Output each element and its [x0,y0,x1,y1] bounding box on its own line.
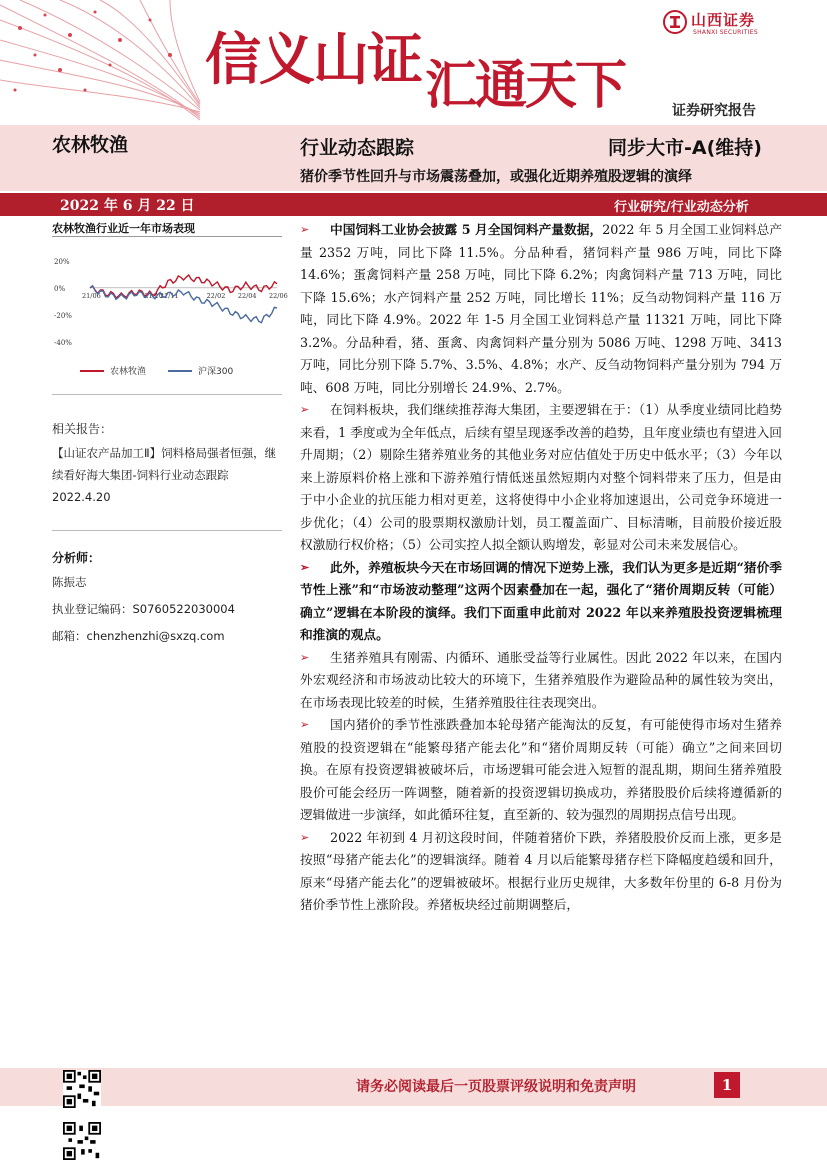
disclaimer-note: 请务必阅读最后一页股票评级说明和免责声明 [356,1079,636,1095]
chart-legend [80,364,280,378]
bullet-icon: ➢ [300,830,310,844]
analyst-label: 分析师： [52,551,101,565]
y-tick-label: 0% [54,284,66,293]
paragraph-text: 此外，养殖板块今天在市场回调的情况下逆势上涨，我们认为更多是近期“猪价季节性上涨”和“市场波动整理”这两个因素叠加在一起，强化了“猪价周期反转（可能）确立”逻辑在本阶段的演绎。我们下面重申此前对 2022 年以来养殖股投资逻辑梳理和推演的观点。 [300,559,782,642]
page-number: 1 [714,1072,740,1098]
x-tick-label: 21/11 [159,291,179,300]
qr-code-icon [63,1070,101,1108]
paragraph [300,219,782,399]
divider [52,530,282,531]
x-tick-label: 21/06 [82,291,101,300]
paragraph-text: 生猪养殖具有刚需、内循环、通胀受益等行业属性。因此 2022 年以来，在国内外宏观经济和市场波动比较大的环境下，生猪养殖股作为避险品种的属性较为突出，在市场表现比较差的时候，生猪养殖股往往表现突出。 [300,649,782,710]
bullet-icon: ➢ [300,650,310,664]
bullet-icon: ➢ [300,223,310,236]
x-tick-label: 22/04 [237,291,257,300]
analyst-name: 陈振志 [52,575,87,589]
decorative-fan-graphic [0,0,230,125]
sector-name: 农林牧渔 [52,134,129,156]
logo-name-en: SHANXI SECURITIES [693,29,758,36]
performance-chart-svg [52,246,288,356]
related-reports-label: 相关报告： [52,422,113,436]
qr-code-icon [63,1122,101,1160]
industry-rating: 同步大市-A(维持) [608,137,762,159]
header-banner [0,0,827,125]
logo-name-cn: 山西证券 [691,11,756,29]
legend-swatch-sector [80,370,104,372]
report-date: 2022 年 6 月 22 日 [60,198,195,214]
report-headline: 猪价季节性回升与市场震荡叠加，或强化近期养殖股逻辑的演绎 [300,169,692,185]
y-tick-label: -40% [54,339,72,347]
paragraph [300,647,782,715]
paragraph-text: 在饲料板块，我们继续推荐海大集团，主要逻辑在于：（1）从季度业绩同比趋势来看，1 季度或为全年低点，后续有望呈现逐季改善的趋势，且年度业绩也有望进入回升周期；（2）剔除生猪养殖业务的其他业务对应估值处于历史中低水平；（3）今年以来上游原料价格上涨和下游养殖行情低迷虽然短期内对整个饲料带来了压力，但是由于中小企业的抗压能力相对更差，这将使得中小企业将加速退出，公司竞争环境进一步优化；（4）公司的股票期权激励计划，员工覆盖面广、目标清晰，目前股价接近股权激励行权价格；（5）公司实控人拟全额认购增发，彰显对公司未来发展信心。 [300,402,782,552]
report-body [300,219,782,917]
y-tick-label: 20% [54,257,70,266]
paragraph-lead: 中国饲料工业协会披露 5 月全国饲料产量数据， [330,222,603,237]
x-tick-label: 21/10 [144,291,164,300]
legend-label-index: 沪深300 [198,367,234,377]
bullet-icon: ➢ [300,718,310,731]
company-logo [663,8,783,38]
divider [52,236,282,237]
paragraph [300,399,782,557]
report-category: 行业动态跟踪 [300,137,415,159]
paragraph-text: 国内猪价的季节性涨跌叠加本轮母猪产能淘汰的反复，有可能使得市场对生猪养殖股的投资逻辑在“能繁母猪产能去化”和“猪价周期反转（可能）确立”之间来回切换。在原有投资逻辑被破坏后，市场逻辑可能会进入短暂的混乱期，期间生猪养殖股股价可能会经历一阵调整，随着新的投资逻辑切换成功，养猪股股价后续将遵循新的逻辑做进一步演绎，如此循环往复，直至新的、较为强烈的周期拐点信号出现。 [300,717,782,822]
paragraph-text: 2022 年 5 月全国工业饲料总产量 2352 万吨，同比下降 11.5%。分品种看，猪饲料产量 986 万吨，同比下降 14.6%；蛋禽饲料产量 258 万吨，同比下降 6.2%；肉禽饲料产量 713 万吨，同比下降 15.6%；水产饲料产量 252 万吨，同比增长 11%；反刍动物饲料产量 116 万吨，同比下降 4.9%。2022 年 1-5 月全国工业饲料总产量 11321 万吨，同比下降 3.2%。分品种看，猪、蛋禽、肉禽饲料产量分别为 5086 万吨、1298 万吨、3413 万吨，同比分别下降 5.7%、3.5%、4.8%；水产、反刍动物饲料产量分别为 794 万吨、608 万吨，同比分别增长 24.9%、2.7%。 [300,222,782,395]
analyst-email[interactable]: 邮箱：chenzhenzhi@sxzq.com [52,629,225,643]
legend-swatch-index [168,370,192,372]
performance-chart-title: 农林牧渔行业近一年市场表现 [52,222,195,235]
related-report-link[interactable]: 【山证农产品加工Ⅱ】饲料格局强者恒强，继续看好海大集团-饲料行业动态跟踪 2022.4.20 [52,446,277,504]
y-tick-label: -20% [54,311,72,320]
report-type: 证券研究报告 [672,103,756,119]
paragraph-text: 2022 年初到 4 月初这段时间，伴随着猪价下跌，养猪股股价反而上涨，更多是按照“母猪产能去化”的逻辑演绎。随着 4 月以后能繁母猪存栏下降幅度趋缓和回升，原来“母猪产能去化”的逻辑被破坏。根据行业历史规律，大多数年份里的 6-8 月份为猪价季节性上涨阶段。养猪板块经过前期调整后， [300,829,782,912]
x-tick-label: 22/06 [269,291,288,300]
bullet-icon: ➢ [300,403,310,416]
paragraph [300,714,782,827]
slogan-calligraphy [205,16,626,116]
paragraph [300,557,782,647]
slogan-left: 信义山证 [205,27,421,93]
logo-icon [663,10,687,34]
legend-label-sector: 农林牧渔 [110,367,147,377]
report-class: 行业研究/行业动态分析 [614,200,749,215]
paragraph [300,827,782,917]
slogan-right: 汇通天下 [425,55,626,116]
bullet-icon: ➢ [300,560,310,574]
analyst-license: 执业登记编码：S0760522030004 [52,602,235,616]
x-tick-label: 22/02 [206,291,226,300]
divider [52,394,282,395]
